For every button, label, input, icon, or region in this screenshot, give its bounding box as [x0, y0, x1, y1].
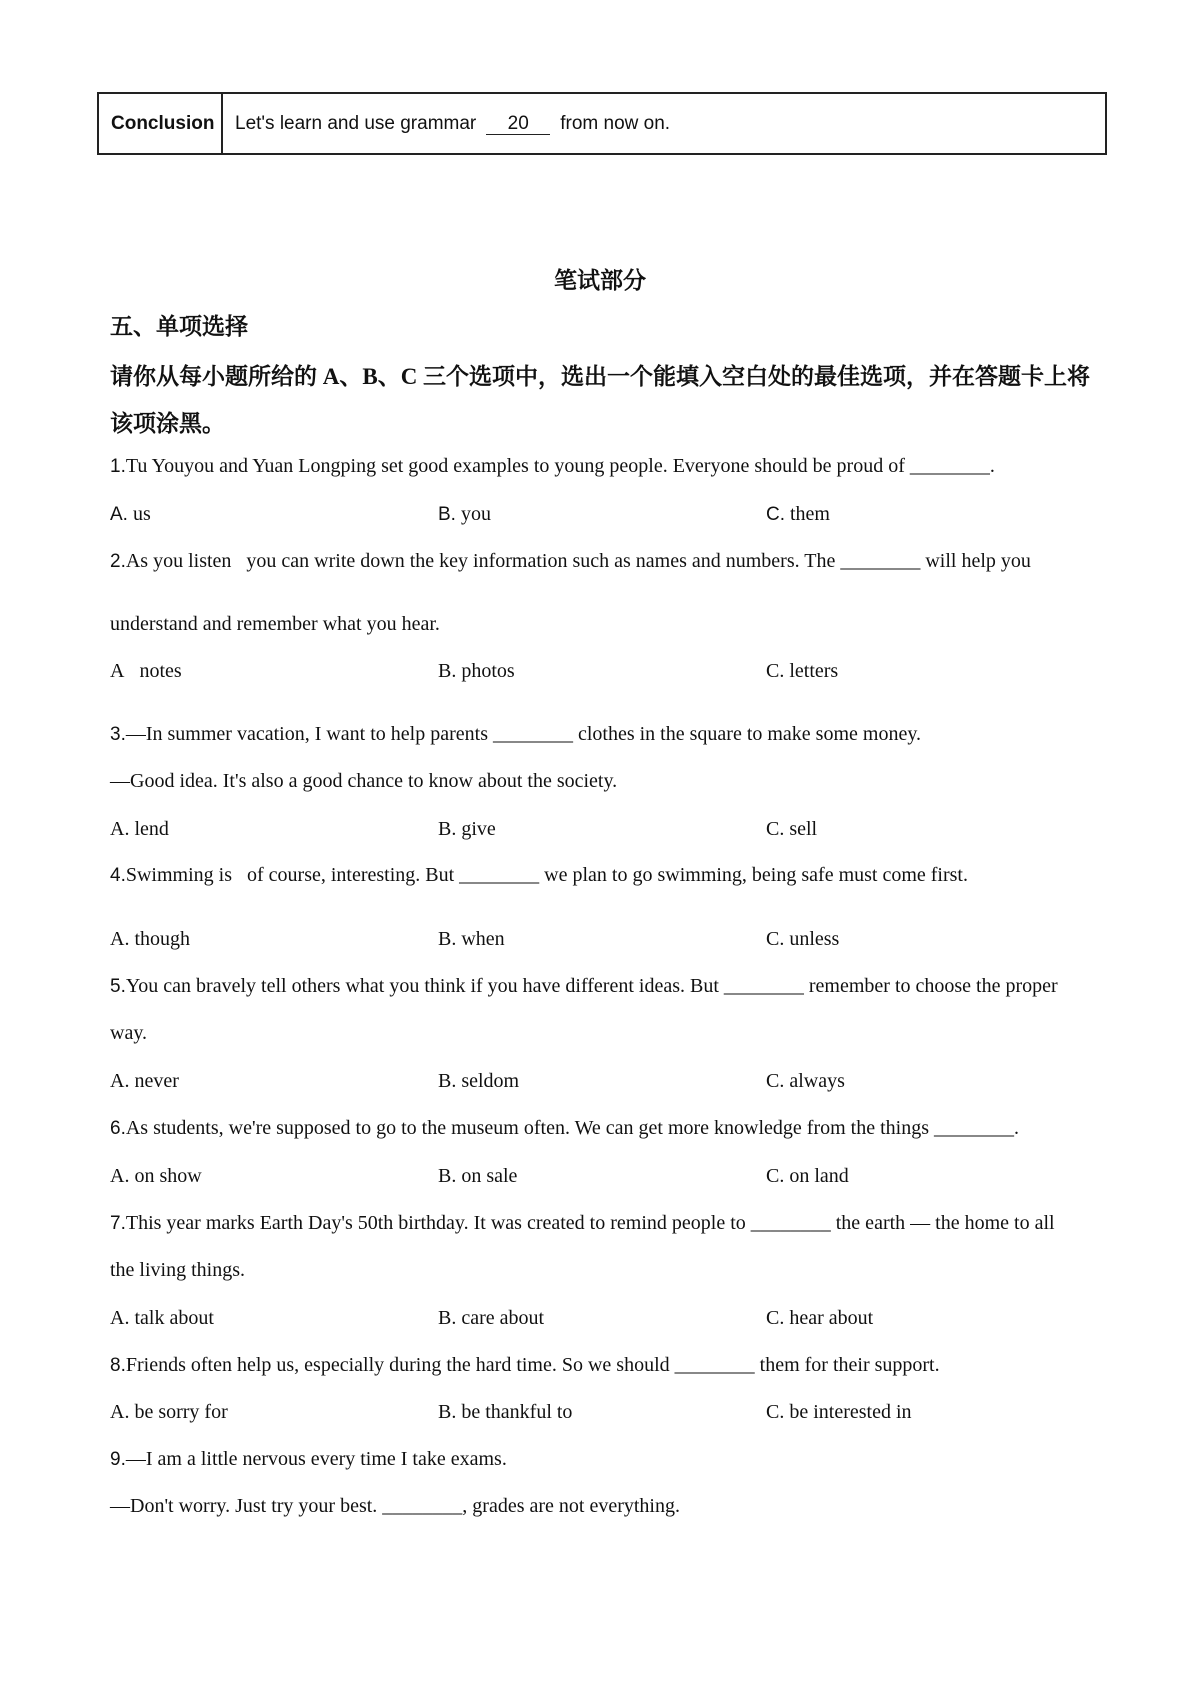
- option-label: B.: [438, 660, 457, 682]
- question-number: 6.: [110, 1118, 126, 1139]
- option-a: [110, 818, 169, 841]
- option-text: be thankful to: [461, 1401, 573, 1423]
- option-text: notes: [139, 660, 182, 682]
- question-5-line-2: way.: [110, 1022, 148, 1044]
- option-b: [438, 1401, 572, 1424]
- option-c: [766, 1070, 845, 1093]
- option-label: A.: [110, 818, 130, 840]
- option-a: [110, 660, 182, 683]
- question-number: 9.: [110, 1449, 126, 1470]
- option-b: [438, 1165, 517, 1188]
- option-a: [110, 1401, 228, 1424]
- option-text: hear about: [789, 1307, 874, 1329]
- option-label: B.: [438, 1307, 457, 1329]
- option-label: C.: [766, 928, 785, 950]
- question-text: This year marks Earth Day's 50th birthday. It was created to remind people to ________ the earth — the home to all: [125, 1212, 1055, 1234]
- question-2-line-2: understand and remember what you hear.: [110, 613, 440, 635]
- option-c: [766, 1401, 912, 1424]
- question-number: 2.: [110, 551, 126, 572]
- option-label: A.: [110, 1307, 130, 1329]
- option-a: [110, 503, 151, 526]
- option-label: A.: [110, 1401, 130, 1423]
- page-title: 笔试部分: [554, 268, 646, 293]
- option-label: A: [110, 660, 125, 682]
- option-label: C.: [766, 1401, 785, 1423]
- option-label: A.: [110, 928, 130, 950]
- question-text: As students, we're supposed to go to the museum often. We can get more knowledge from the things ________.: [125, 1117, 1019, 1139]
- option-a: [110, 1070, 179, 1093]
- option-b: [438, 1307, 544, 1330]
- option-label: C.: [766, 1165, 785, 1187]
- option-text: on show: [134, 1165, 202, 1187]
- question-number: 4.: [110, 865, 126, 886]
- question-number: 5.: [110, 976, 126, 997]
- option-text: sell: [789, 818, 818, 840]
- option-text: lend: [134, 818, 169, 840]
- option-c: [766, 818, 817, 841]
- option-text: when: [461, 928, 505, 950]
- option-b: [438, 928, 505, 951]
- option-text: letters: [789, 660, 839, 682]
- option-label: C.: [766, 1307, 785, 1329]
- option-c: [766, 1307, 873, 1330]
- option-c: [766, 1165, 849, 1188]
- question-number: 7.: [110, 1213, 126, 1234]
- question-text: Friends often help us, especially during the hard time. So we should ________ them for their support.: [125, 1354, 940, 1376]
- question-text: You can bravely tell others what you think if you have different ideas. But ________ remember to choose the proper: [125, 975, 1058, 997]
- option-text: us: [132, 503, 151, 525]
- question-number: 1.: [110, 456, 126, 477]
- option-c: [766, 660, 838, 683]
- question-8-line-1: [110, 1354, 940, 1377]
- option-b: [438, 818, 496, 841]
- question-text: As you listen you can write down the key information such as names and numbers. The ________ will help you: [125, 550, 1031, 572]
- option-a: [110, 928, 190, 951]
- option-text: care about: [461, 1307, 545, 1329]
- instructions: 请你从每小题所给的 A、B、C 三个选项中，选出一个能填入空白处的最佳选项，并在答题卡上将该项涂黑。: [110, 364, 1091, 436]
- option-a: [110, 1165, 202, 1188]
- option-b: [438, 1070, 519, 1093]
- option-text: be sorry for: [134, 1401, 228, 1423]
- option-text: never: [134, 1070, 179, 1092]
- option-text: photos: [461, 660, 515, 682]
- question-number: 3.: [110, 724, 126, 745]
- option-text: give: [461, 818, 496, 840]
- option-label: A.: [110, 1165, 130, 1187]
- option-text: on land: [789, 1165, 849, 1187]
- option-text: unless: [789, 928, 840, 950]
- option-b: [438, 503, 491, 526]
- option-text: be interested in: [789, 1401, 912, 1423]
- option-c: [766, 503, 830, 526]
- option-label: C.: [766, 818, 785, 840]
- option-text: seldom: [461, 1070, 520, 1092]
- question-7-line-2: the living things.: [110, 1259, 245, 1281]
- question-number: 8.: [110, 1355, 126, 1376]
- option-label: A.: [110, 1070, 130, 1092]
- option-label: B.: [438, 1401, 457, 1423]
- question-text: —In summer vacation, I want to help parents ________ clothes in the square to make some money.: [125, 723, 922, 745]
- option-b: [438, 660, 515, 683]
- question-9-line-2: —Don't worry. Just try your best. ________, grades are not everything.: [110, 1495, 680, 1517]
- question-3-line-1: [110, 723, 921, 746]
- option-label: A.: [110, 504, 128, 525]
- question-2-line-1: [110, 550, 1031, 573]
- option-c: [766, 928, 839, 951]
- option-text: talk about: [134, 1307, 214, 1329]
- question-text: Tu Youyou and Yuan Longping set good examples to young people. Everyone should be proud of ________.: [125, 455, 995, 477]
- question-3-line-2: —Good idea. It's also a good chance to know about the society.: [110, 770, 618, 792]
- option-label: C.: [766, 504, 785, 525]
- table-label: Conclusion: [98, 93, 222, 154]
- table-text-after: from now on.: [560, 112, 671, 134]
- table-text: [222, 93, 1106, 154]
- option-text: though: [134, 928, 191, 950]
- section-heading: 五、单项选择: [110, 314, 248, 339]
- option-label: B.: [438, 1070, 457, 1092]
- option-text: them: [790, 503, 830, 525]
- conclusion-table: [97, 92, 1107, 155]
- question-6-line-1: [110, 1117, 1019, 1140]
- option-label: B.: [438, 818, 457, 840]
- blank-20: 20: [486, 114, 550, 135]
- option-label: C.: [766, 660, 785, 682]
- question-9-line-1: [110, 1448, 507, 1471]
- table-text-before: Let's learn and use grammar: [235, 112, 477, 134]
- option-text: you: [460, 503, 491, 525]
- option-text: always: [789, 1070, 845, 1092]
- option-label: C.: [766, 1070, 785, 1092]
- option-label: B.: [438, 928, 457, 950]
- option-a: [110, 1307, 214, 1330]
- question-5-line-1: [110, 975, 1058, 998]
- question-text: Swimming is of course, interesting. But ________ we plan to go swimming, being safe must come first.: [125, 864, 968, 886]
- option-label: B.: [438, 504, 456, 525]
- option-label: B.: [438, 1165, 457, 1187]
- question-text: —I am a little nervous every time I take exams.: [125, 1448, 507, 1470]
- question-7-line-1: [110, 1212, 1055, 1235]
- question-4-line-1: [110, 864, 968, 887]
- option-text: on sale: [461, 1165, 518, 1187]
- question-1-line-1: [110, 455, 995, 478]
